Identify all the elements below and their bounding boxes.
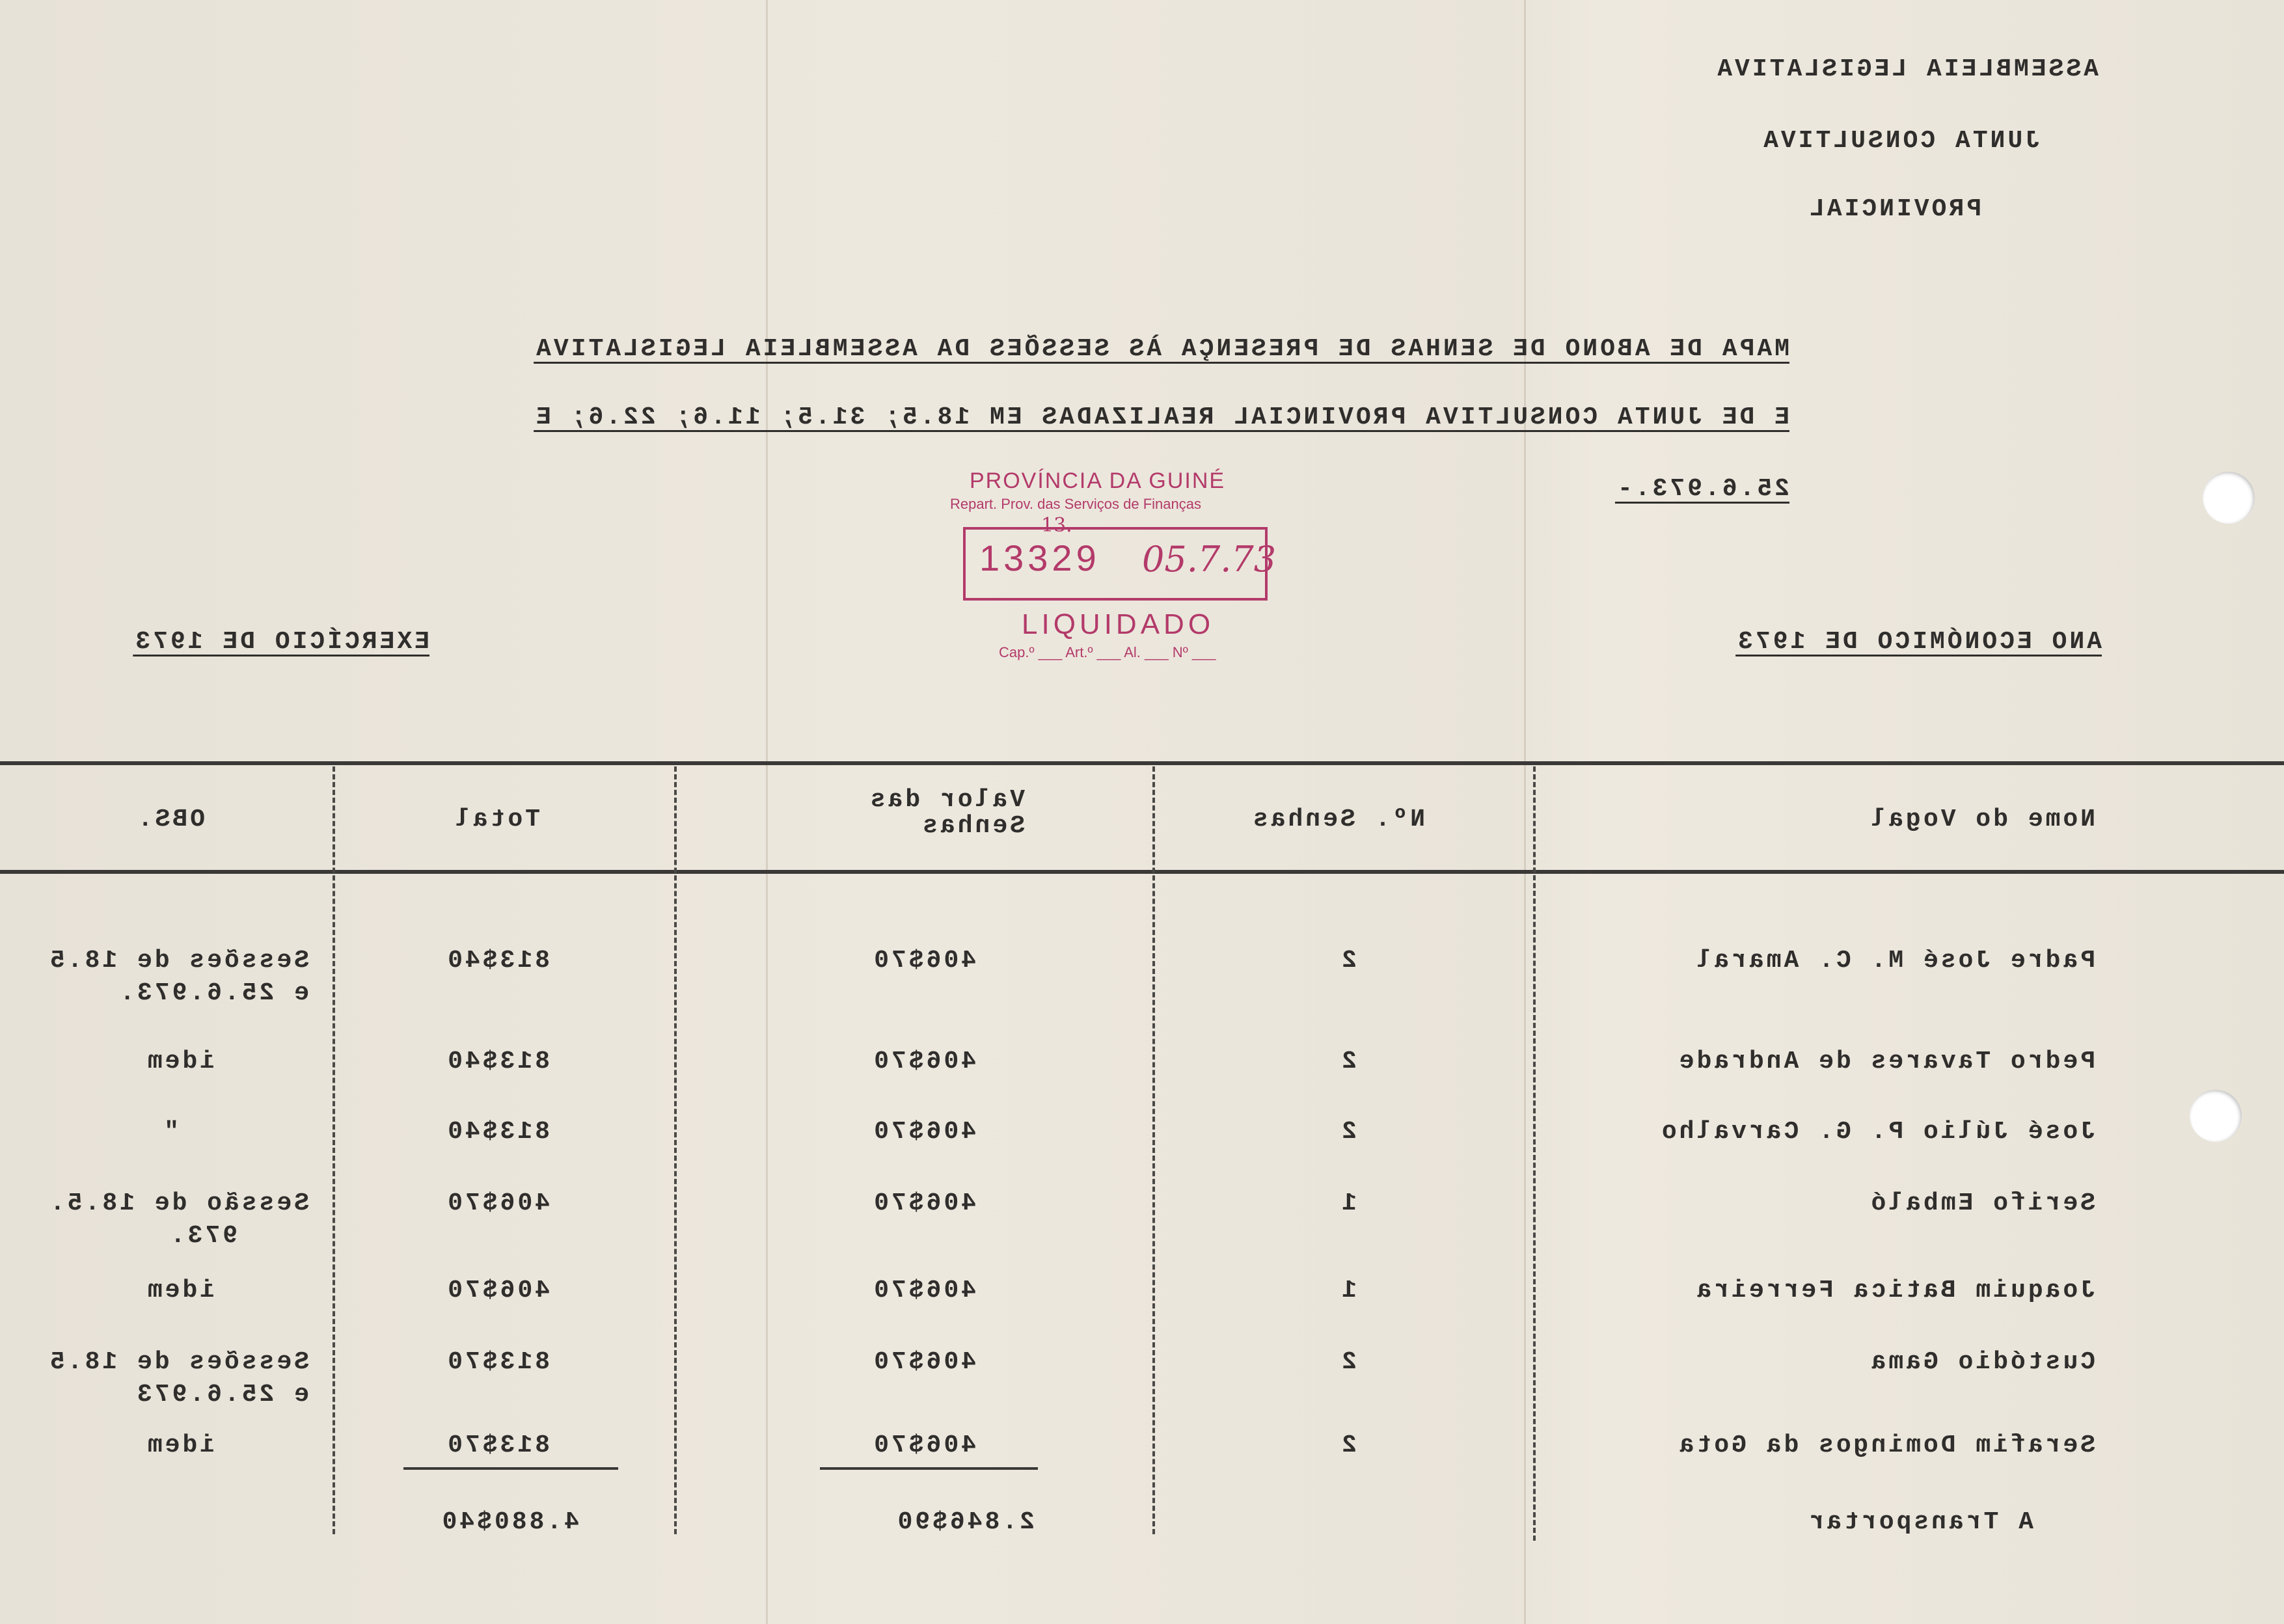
row-valor: 406$70 <box>871 1431 976 1459</box>
column-divider <box>674 766 677 1534</box>
row-obs: Sessões de 18.5 <box>47 947 309 975</box>
row-name: Serafim Domingos da Gota <box>1676 1431 2095 1459</box>
row-obs: idem <box>144 1048 215 1076</box>
stamp-status: LIQUIDADO <box>1022 608 1215 640</box>
title-line3: 25.6.973.- <box>1614 475 1789 503</box>
sum-rule-valor <box>820 1467 1038 1470</box>
sum-rule-total <box>403 1467 618 1470</box>
stamp-handwritten: 13. <box>1041 514 1072 537</box>
exercise-year-label: EXERCÍCIO DE 1973 <box>133 628 429 656</box>
row-senhas: 2 <box>1339 1348 1357 1376</box>
fold-crease <box>766 0 768 1624</box>
row-name: Serifo Embaló <box>1868 1189 2095 1217</box>
row-total: 813$70 <box>445 1431 550 1459</box>
stamp-footer: Cap.º ___ Art.º ___ Al. ___ Nº ___ <box>999 644 1216 660</box>
title-line2: E DE JUNTA CONSULTIVA PROVINCIAL REALIZADAS EM 18.5; 31.5; 11.6; 22.6; E <box>534 403 1789 431</box>
column-divider <box>333 766 335 1534</box>
fold-crease <box>1524 0 1526 1624</box>
column-divider <box>1533 766 1536 1541</box>
row-obs: idem <box>144 1277 215 1305</box>
stamp-number: 13329 <box>979 537 1100 578</box>
row-valor: 406$70 <box>871 1277 976 1305</box>
row-total: 813$40 <box>445 1048 550 1076</box>
header-valor-line2: Senhas <box>920 812 1025 840</box>
row-obs-cont: e 25.6.973 <box>134 1381 309 1409</box>
stamp-department: Repart. Prov. das Serviços de Finanças <box>950 496 1201 512</box>
row-total: 813$40 <box>445 947 550 975</box>
row-obs: idem <box>144 1431 215 1459</box>
header-name: Nome do Vogal <box>1868 805 2095 833</box>
row-obs: Sessão de 18.5. <box>47 1189 309 1217</box>
transport-valor: 2.846$90 <box>895 1508 1035 1536</box>
row-name: Custódio Gama <box>1868 1348 2095 1376</box>
title-line1: MAPA DE ABONO DE SENHAS DE PRESENÇA ÀS SESSÕES DA ASSEMBLEIA LEGISLATIVA <box>534 335 1789 363</box>
row-senhas: 2 <box>1339 1118 1357 1146</box>
row-senhas: 2 <box>1339 947 1357 975</box>
row-obs: " <box>161 1118 179 1146</box>
header-line1: ASSEMBLEIA LEGISLATIVA <box>1715 55 2099 83</box>
punch-hole <box>2190 1090 2242 1142</box>
liquidation-stamp <box>944 455 1308 677</box>
header-line3: PROVINCIAL <box>1806 195 1981 223</box>
row-name: José Júlio P. G. Carvalho <box>1659 1118 2095 1146</box>
row-name: Padre José M. C. Amaral <box>1694 947 2095 975</box>
row-valor: 406$70 <box>871 1118 976 1146</box>
row-valor: 406$70 <box>871 1189 976 1217</box>
row-name: Joaquim Batica Ferreira <box>1694 1277 2095 1305</box>
header-obs: OBS. <box>135 805 205 833</box>
row-senhas: 2 <box>1339 1048 1357 1076</box>
header-senhas: Nº. Senhas <box>1250 805 1425 833</box>
transport-label: A Transportar <box>1806 1508 2033 1536</box>
stamp-date: 05.7.73 <box>1142 539 1277 580</box>
header-valor-line1: Valor das <box>867 786 1025 814</box>
stamp-province: PROVÍNCIA DA GUINÉ <box>970 468 1226 493</box>
header-line2: JUNTA CONSULTIVA <box>1761 127 2040 155</box>
row-total: 813$40 <box>445 1118 550 1146</box>
row-senhas: 1 <box>1339 1277 1357 1305</box>
row-valor: 406$70 <box>871 947 976 975</box>
row-valor: 406$70 <box>871 1048 976 1076</box>
row-total: 813$70 <box>445 1348 550 1376</box>
row-name: Pedro Tavares de Andrade <box>1676 1048 2095 1076</box>
row-obs-cont: e 25.6.973. <box>117 979 309 1007</box>
row-valor: 406$70 <box>871 1348 976 1376</box>
row-senhas: 2 <box>1339 1431 1357 1459</box>
row-total: 406$70 <box>445 1189 550 1217</box>
row-obs-cont: 973. <box>167 1222 238 1250</box>
table-top-rule <box>0 761 2284 765</box>
transport-total: 4.880$40 <box>439 1508 579 1536</box>
table-header-rule <box>0 870 2284 874</box>
column-divider <box>1152 766 1155 1534</box>
punch-hole <box>2203 472 2255 524</box>
fiscal-year-label: ANO ECONÓMICO DE 1973 <box>1735 628 2102 656</box>
header-total: Total <box>452 805 540 833</box>
row-total: 406$70 <box>445 1277 550 1305</box>
row-obs: Sessões de 18.5 <box>47 1348 309 1376</box>
row-senhas: 1 <box>1339 1189 1357 1217</box>
